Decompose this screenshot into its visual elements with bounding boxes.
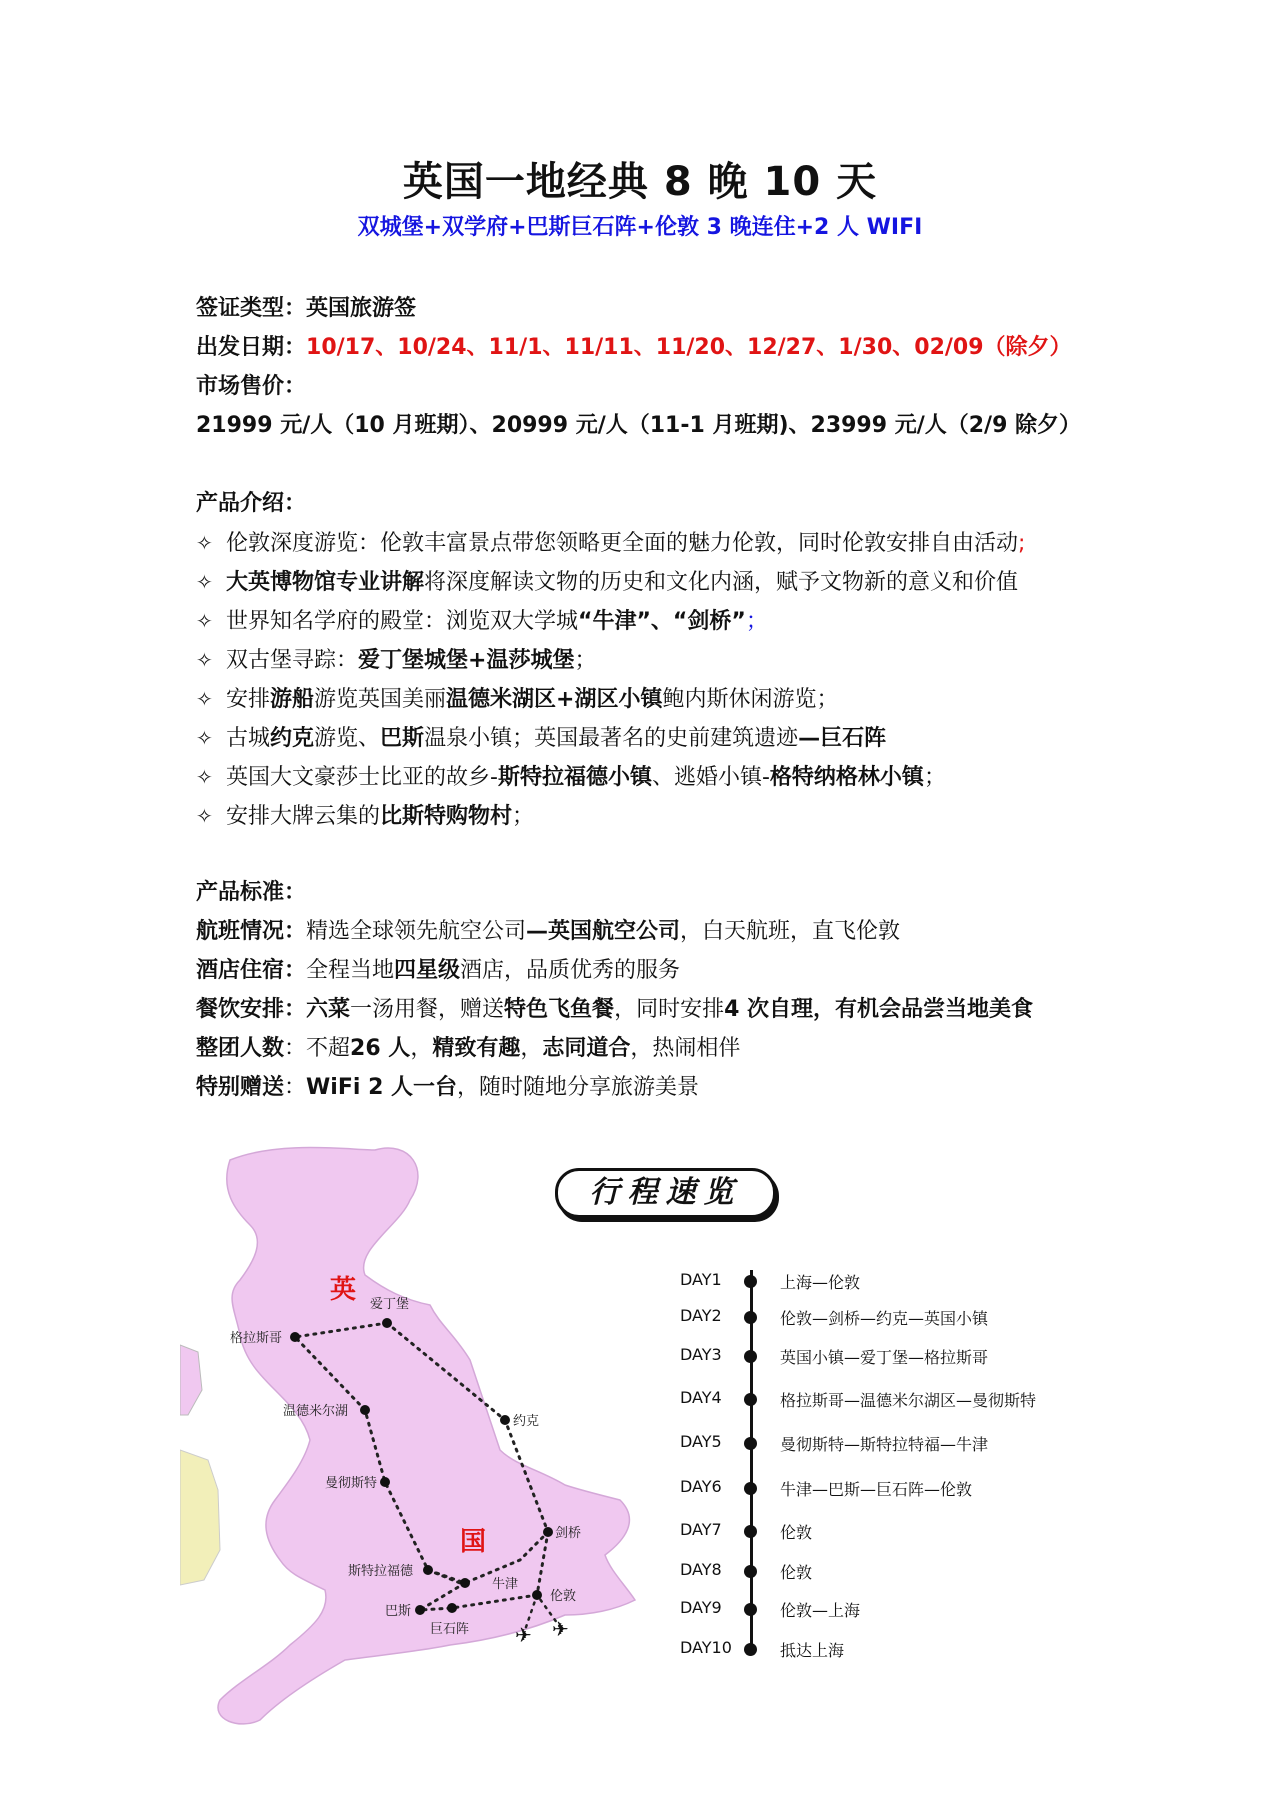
departure-label: 出发日期： — [196, 335, 307, 360]
group-text: 志同道合 — [542, 1036, 631, 1061]
dot-windermere — [360, 1405, 370, 1415]
departure-line — [196, 333, 1072, 363]
hotel-text: 全程当地 — [306, 958, 395, 983]
intro-text: 格特纳格林小镇 — [769, 765, 924, 790]
dot-london — [532, 1590, 542, 1600]
page-title: 英国一地经典 8 晚 10 天 — [402, 159, 878, 205]
group-text: ， — [520, 1036, 543, 1061]
intro-item — [196, 801, 534, 832]
dining-text: 4 次自理，有机会品尝当地美食 — [724, 997, 1034, 1022]
dot-stratford — [423, 1565, 433, 1575]
intro-item — [196, 762, 946, 793]
intro-text: —巨石阵 — [798, 726, 887, 751]
flight-text: —英国航空公司 — [526, 919, 681, 944]
airplane-icon: ✈ — [552, 1617, 569, 1641]
intro-text: 爱丁堡城堡+温莎城堡 — [358, 648, 575, 673]
intro-text: 温德米湖区+湖区小镇 — [446, 687, 663, 712]
price-label: 市场售价： — [196, 374, 307, 399]
hotel-text: 酒店，品质优秀的服务 — [460, 958, 681, 983]
dot-edinburgh — [382, 1318, 392, 1328]
flight-text: ，白天航班，直飞伦敦 — [680, 919, 901, 944]
dining-label: 餐饮安排： — [196, 997, 307, 1022]
timeline-dot — [744, 1393, 757, 1406]
city-label: 斯特拉福德 — [348, 1564, 414, 1579]
intro-item — [196, 684, 839, 715]
day-route: 伦敦 — [780, 1523, 813, 1542]
city-label: 爱丁堡 — [370, 1297, 410, 1312]
day-label: DAY8 — [680, 1560, 722, 1579]
timeline-dot — [744, 1565, 757, 1578]
intro-text: 游览英国美丽 — [314, 687, 447, 712]
intro-text: ； — [745, 609, 768, 634]
city-label: 约克 — [513, 1414, 540, 1429]
visa-label: 签证类型： — [196, 296, 307, 321]
dining-text: ，同时安排 — [614, 997, 725, 1022]
sparkle-icon: ✧ — [196, 609, 213, 633]
hotel-text: 四星级 — [394, 958, 461, 983]
intro-item — [196, 645, 596, 676]
visa-value: 英国旅游签 — [306, 296, 417, 321]
dot-oxford — [460, 1578, 470, 1588]
city-label: 伦敦 — [550, 1589, 577, 1604]
intro-text: 伦敦深度游览：伦敦丰富景点带您领略更全面的魅力伦敦，同时伦敦安排自由活动 — [226, 531, 1019, 556]
intro-text: “牛津”、“剑桥” — [578, 609, 746, 634]
city-label: 格拉斯哥 — [230, 1331, 283, 1346]
dot-glasgow — [290, 1332, 300, 1342]
day-label: DAY1 — [680, 1270, 722, 1289]
day-label: DAY4 — [680, 1388, 722, 1407]
group-text: ：不超 — [284, 1036, 351, 1061]
group-text: ，热闹相伴 — [630, 1036, 741, 1061]
city-label: 巴斯 — [385, 1604, 412, 1619]
dining-text: 六菜 — [306, 997, 351, 1022]
sparkle-icon: ✧ — [196, 804, 213, 828]
gift-label: 特别赠送 — [196, 1075, 285, 1100]
timeline-dot — [744, 1437, 757, 1450]
day-label: DAY9 — [680, 1598, 722, 1617]
intro-text: 、逃婚小镇- — [651, 765, 770, 790]
city-label: 温德米尔湖 — [283, 1404, 349, 1419]
intro-text: 将深度解读文物的历史和文化内涵，赋予文物新的意义和价值 — [424, 570, 1019, 595]
flight-text: 精选全球领先航空公司 — [306, 919, 527, 944]
hotel-line — [196, 956, 680, 986]
dining-line — [196, 995, 1033, 1025]
intro-text: 游船 — [270, 687, 315, 712]
intro-text: ; — [1018, 531, 1026, 556]
group-line — [196, 1034, 740, 1064]
dining-text: 一汤用餐，赠送 — [350, 997, 505, 1022]
intro-text: 斯特拉福德小镇 — [497, 765, 652, 790]
intro-text: 安排大牌云集的 — [226, 804, 381, 829]
day-label: DAY7 — [680, 1520, 722, 1539]
visa-line — [196, 294, 416, 324]
day-label: DAY3 — [680, 1345, 722, 1364]
sparkle-icon: ✧ — [196, 531, 213, 555]
country-label-top: 英 — [330, 1275, 357, 1305]
country-label-bottom: 国 — [460, 1527, 487, 1557]
day-route: 格拉斯哥—温德米尔湖区—曼彻斯特 — [780, 1391, 1037, 1410]
group-text: 26 人 — [350, 1036, 411, 1061]
itinerary-map — [180, 1130, 1100, 1770]
day-label: DAY5 — [680, 1432, 722, 1451]
timeline-dot — [744, 1643, 757, 1656]
page-subtitle: 双城堡+双学府+巴斯巨石阵+伦敦 3 晚连住+2 人 WIFI — [357, 215, 923, 240]
airplane-icon: ✈ — [515, 1623, 532, 1647]
timeline-line — [750, 1270, 753, 1650]
day-route: 伦敦 — [780, 1563, 813, 1582]
intro-text: 大英博物馆专业讲解 — [226, 570, 425, 595]
gift-text: WiFi 2 人一台 — [306, 1075, 458, 1100]
day-label: DAY2 — [680, 1306, 722, 1325]
timeline-dot — [744, 1525, 757, 1538]
itinerary-badge: 行程速览 — [555, 1168, 776, 1218]
intro-text: ； — [923, 765, 946, 790]
great-britain-shape — [218, 1148, 635, 1724]
day-route: 抵达上海 — [780, 1641, 845, 1660]
gift-text: ： — [284, 1075, 307, 1100]
intro-text: 游览、 — [314, 726, 381, 751]
intro-text: 双古堡寻踪： — [226, 648, 359, 673]
dining-text: 特色飞鱼餐 — [504, 997, 615, 1022]
timeline-dot — [744, 1350, 757, 1363]
day-route: 上海—伦敦 — [780, 1273, 861, 1292]
intro-item — [196, 528, 1025, 559]
price-value: 21999 元/人（10 月班期）、20999 元/人（11-1 月班期)、23999 元/人（2/9 除夕） — [196, 413, 1082, 438]
hotel-label: 酒店住宿： — [196, 958, 307, 983]
ireland-shape — [180, 1450, 220, 1585]
city-label: 牛津 — [492, 1577, 519, 1592]
sparkle-icon: ✧ — [196, 570, 213, 594]
intro-text: 安排 — [226, 687, 271, 712]
intro-text: 英国大文豪莎士比亚的故乡- — [226, 765, 498, 790]
intro-text: 古城 — [226, 726, 271, 751]
standard-heading: 产品标准： — [196, 880, 307, 905]
dot-cambridge — [543, 1527, 553, 1537]
intro-item — [196, 567, 1018, 598]
group-label: 整团人数 — [196, 1036, 285, 1061]
gift-text: ，随时随地分享旅游美景 — [457, 1075, 700, 1100]
intro-item — [196, 723, 886, 754]
intro-text: 世界知名学府的殿堂：浏览双大学城 — [226, 609, 579, 634]
city-label: 曼彻斯特 — [325, 1476, 378, 1491]
day-route: 牛津—巴斯—巨石阵—伦敦 — [780, 1480, 973, 1499]
flight-label: 航班情况： — [196, 919, 307, 944]
intro-text: 比斯特购物村 — [380, 804, 513, 829]
city-label: 巨石阵 — [430, 1622, 470, 1637]
intro-text: ； — [574, 648, 597, 673]
day-route: 曼彻斯特—斯特拉特福—牛津 — [780, 1435, 989, 1454]
dot-bath — [415, 1605, 425, 1615]
departure-value: 10/17、10/24、11/1、11/11、11/20、12/27、1/30、02/09（除夕） — [306, 335, 1072, 360]
intro-item — [196, 606, 768, 637]
sparkle-icon: ✧ — [196, 648, 213, 672]
sparkle-icon: ✧ — [196, 687, 213, 711]
dot-manchester — [380, 1477, 390, 1487]
day-label: DAY6 — [680, 1477, 722, 1496]
group-text: 精致有趣 — [432, 1036, 521, 1061]
day-route: 伦敦—上海 — [780, 1601, 861, 1620]
sparkle-icon: ✧ — [196, 765, 213, 789]
intro-text: 约克 — [270, 726, 315, 751]
intro-heading: 产品介绍： — [196, 491, 307, 516]
dot-stonehenge — [447, 1603, 457, 1613]
group-text: ， — [410, 1036, 433, 1061]
timeline-dot — [744, 1311, 757, 1324]
intro-text: 巴斯 — [380, 726, 425, 751]
day-route: 伦敦—剑桥—约克—英国小镇 — [780, 1309, 989, 1328]
timeline-dot — [744, 1482, 757, 1495]
timeline-dot — [744, 1603, 757, 1616]
gift-line — [196, 1073, 699, 1103]
day-label: DAY10 — [680, 1638, 732, 1657]
intro-text: ； — [512, 804, 535, 829]
sparkle-icon: ✧ — [196, 726, 213, 750]
city-label: 剑桥 — [555, 1526, 582, 1541]
day-route: 英国小镇—爱丁堡—格拉斯哥 — [780, 1348, 989, 1367]
intro-text: 鲍内斯休闲游览； — [662, 687, 839, 712]
timeline-dot — [744, 1275, 757, 1288]
island-shape — [180, 1345, 202, 1415]
flight-line — [196, 917, 900, 947]
intro-text: 温泉小镇；英国最著名的史前建筑遗迹 — [424, 726, 799, 751]
dot-york — [500, 1415, 510, 1425]
